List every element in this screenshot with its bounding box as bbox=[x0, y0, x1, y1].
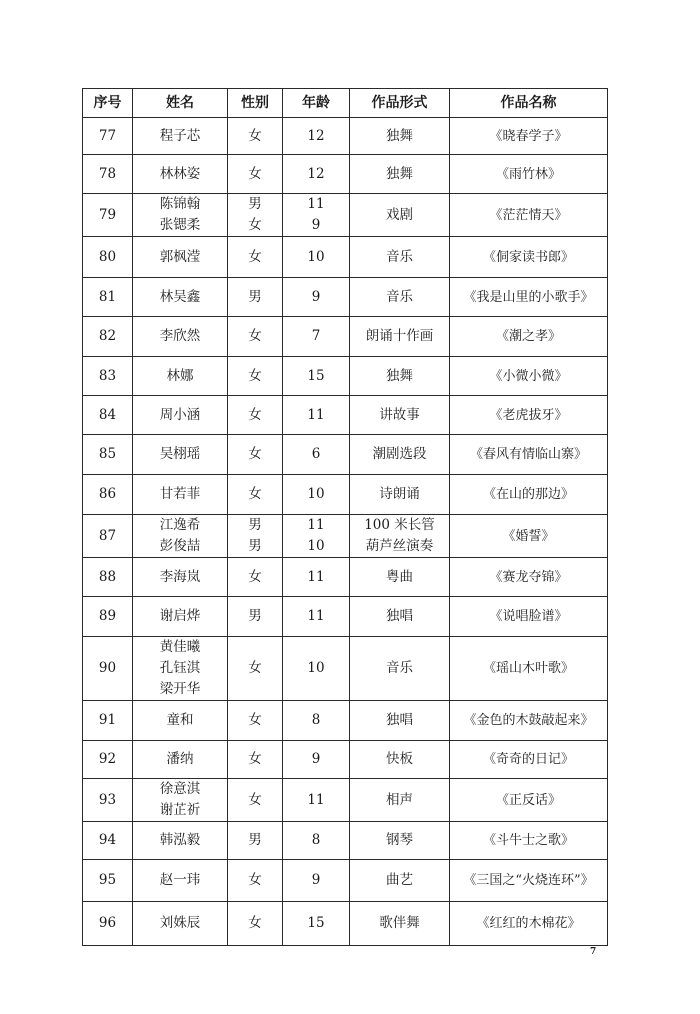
cell-title: 《赛龙夺锦》 bbox=[450, 558, 608, 597]
cell-no: 85 bbox=[83, 435, 133, 475]
name-line: 陈锦翰 bbox=[159, 196, 201, 212]
cell-age bbox=[283, 357, 350, 396]
cell-no: 81 bbox=[83, 278, 133, 317]
cell-name bbox=[133, 515, 228, 558]
age-line: 15 bbox=[307, 367, 325, 384]
age-line: 9 bbox=[311, 872, 321, 888]
cell-form bbox=[350, 558, 450, 597]
cell-title: 《春风有情临山寨》 bbox=[450, 435, 608, 475]
gender-line: 男 bbox=[248, 832, 262, 848]
cell-gender bbox=[228, 118, 283, 155]
cell-no: 78 bbox=[83, 155, 133, 194]
cell-form bbox=[350, 741, 450, 779]
table-row bbox=[83, 396, 608, 435]
gender-line: 女 bbox=[248, 127, 262, 144]
gender-line: 女 bbox=[248, 568, 262, 585]
gender-line: 男 bbox=[248, 196, 262, 212]
cell-no: 91 bbox=[83, 701, 133, 741]
cell-gender bbox=[228, 396, 283, 435]
gender-line: 女 bbox=[248, 165, 262, 182]
cell-title: 《说唱脸谱》 bbox=[450, 597, 608, 637]
form-line: 讲故事 bbox=[379, 406, 420, 423]
table-row bbox=[83, 741, 608, 779]
name-line: 韩泓毅 bbox=[159, 832, 201, 848]
form-line: 曲艺 bbox=[386, 872, 413, 888]
age-line: 8 bbox=[311, 712, 321, 728]
name-line: 梁开华 bbox=[159, 681, 201, 697]
form-line: 相声 bbox=[386, 791, 413, 808]
cell-name bbox=[133, 902, 228, 946]
cell-form bbox=[350, 155, 450, 194]
cell-no: 80 bbox=[83, 237, 133, 278]
name-line: 刘姝辰 bbox=[159, 915, 201, 931]
cell-name bbox=[133, 597, 228, 637]
table-row bbox=[83, 155, 608, 194]
header-no: 序号 bbox=[83, 89, 133, 118]
cell-name bbox=[133, 701, 228, 741]
form-line: 潮剧选段 bbox=[372, 446, 427, 462]
name-line: 孔钰淇 bbox=[159, 660, 201, 676]
form-line: 朗诵十作画 bbox=[365, 328, 434, 344]
name-line: 林林姿 bbox=[159, 165, 201, 182]
cell-title: 《我是山里的小歌手》 bbox=[450, 278, 608, 317]
cell-form bbox=[350, 237, 450, 278]
gender-line: 女 bbox=[248, 712, 262, 728]
form-line: 粤曲 bbox=[386, 568, 413, 585]
cell-name bbox=[133, 237, 228, 278]
cell-title: 《婚誓》 bbox=[450, 515, 608, 558]
cell-form bbox=[350, 701, 450, 741]
form-line: 独舞 bbox=[386, 127, 413, 144]
page-number: 7 bbox=[590, 947, 597, 957]
cell-age bbox=[283, 118, 350, 155]
form-line: 音乐 bbox=[386, 660, 413, 676]
cell-no: 90 bbox=[83, 637, 133, 701]
name-line: 彭俊喆 bbox=[159, 538, 201, 554]
cell-title: 《奇奇的日记》 bbox=[450, 741, 608, 779]
header-title: 作品名称 bbox=[450, 89, 608, 118]
name-line: 郭枫滢 bbox=[159, 248, 201, 265]
name-line: 周小涵 bbox=[159, 406, 201, 423]
age-line: 11 bbox=[307, 196, 325, 212]
age-line: 8 bbox=[311, 832, 321, 848]
gender-line: 女 bbox=[248, 367, 262, 384]
age-line: 10 bbox=[307, 248, 325, 265]
cell-form bbox=[350, 194, 450, 237]
name-line: 谢芷祈 bbox=[159, 802, 201, 818]
table-row bbox=[83, 278, 608, 317]
cell-gender bbox=[228, 317, 283, 357]
form-line: 独唱 bbox=[386, 712, 413, 728]
cell-gender bbox=[228, 278, 283, 317]
gender-line: 男 bbox=[248, 288, 262, 305]
name-line: 赵一玮 bbox=[159, 872, 201, 888]
cell-name bbox=[133, 860, 228, 902]
cell-title: 《三国之“火烧连环”》 bbox=[450, 860, 608, 902]
age-line: 9 bbox=[311, 288, 321, 305]
gender-line: 女 bbox=[248, 217, 262, 233]
cell-age bbox=[283, 194, 350, 237]
cell-name bbox=[133, 637, 228, 701]
age-line: 15 bbox=[307, 915, 325, 931]
cell-name bbox=[133, 741, 228, 779]
cell-gender bbox=[228, 701, 283, 741]
name-line: 童和 bbox=[166, 712, 194, 728]
age-line: 10 bbox=[307, 538, 325, 554]
cell-name bbox=[133, 435, 228, 475]
form-line: 音乐 bbox=[386, 288, 413, 305]
cell-title: 《金色的木鼓敲起来》 bbox=[450, 701, 608, 741]
form-line: 葫芦丝演奏 bbox=[365, 538, 434, 554]
table-row bbox=[83, 597, 608, 637]
cell-age bbox=[283, 902, 350, 946]
cell-name bbox=[133, 194, 228, 237]
cell-name bbox=[133, 822, 228, 860]
table-row bbox=[83, 357, 608, 396]
cell-title: 《正反话》 bbox=[450, 779, 608, 822]
cell-age bbox=[283, 237, 350, 278]
table-row bbox=[83, 515, 608, 558]
cell-gender bbox=[228, 902, 283, 946]
cell-no: 77 bbox=[83, 118, 133, 155]
cell-age bbox=[283, 515, 350, 558]
cell-no: 87 bbox=[83, 515, 133, 558]
cell-gender bbox=[228, 860, 283, 902]
table-row bbox=[83, 194, 608, 237]
cell-name bbox=[133, 278, 228, 317]
cell-title: 《雨竹林》 bbox=[450, 155, 608, 194]
cell-no: 96 bbox=[83, 902, 133, 946]
cell-gender bbox=[228, 475, 283, 515]
cell-title: 《茫茫情天》 bbox=[450, 194, 608, 237]
table-row bbox=[83, 118, 608, 155]
cell-gender bbox=[228, 515, 283, 558]
cell-name bbox=[133, 118, 228, 155]
cell-gender bbox=[228, 237, 283, 278]
age-line: 11 bbox=[307, 568, 325, 585]
cell-age bbox=[283, 779, 350, 822]
header-gender: 性别 bbox=[228, 89, 283, 118]
cell-age bbox=[283, 155, 350, 194]
age-line: 11 bbox=[307, 517, 325, 533]
cell-form bbox=[350, 637, 450, 701]
age-line: 6 bbox=[311, 446, 321, 462]
cell-form bbox=[350, 860, 450, 902]
name-line: 潘纳 bbox=[166, 751, 194, 767]
cell-gender bbox=[228, 741, 283, 779]
name-line: 程子芯 bbox=[159, 127, 201, 144]
age-line: 7 bbox=[311, 328, 321, 344]
gender-line: 男 bbox=[248, 538, 262, 554]
cell-form bbox=[350, 357, 450, 396]
cell-name bbox=[133, 558, 228, 597]
gender-line: 男 bbox=[248, 517, 262, 533]
cell-form bbox=[350, 317, 450, 357]
cell-name bbox=[133, 396, 228, 435]
name-line: 江逸希 bbox=[159, 517, 201, 533]
cell-form bbox=[350, 779, 450, 822]
form-line: 独唱 bbox=[386, 608, 413, 624]
cell-age bbox=[283, 637, 350, 701]
name-line: 黄佳曦 bbox=[159, 639, 201, 655]
gender-line: 女 bbox=[248, 328, 262, 344]
cell-title: 《红红的木棉花》 bbox=[450, 902, 608, 946]
name-line: 吴栩瑶 bbox=[159, 446, 201, 462]
cell-gender bbox=[228, 597, 283, 637]
cell-age bbox=[283, 860, 350, 902]
cell-gender bbox=[228, 155, 283, 194]
table-row bbox=[83, 779, 608, 822]
cell-title: 《斗牛士之歌》 bbox=[450, 822, 608, 860]
table-row bbox=[83, 435, 608, 475]
form-line: 快板 bbox=[386, 751, 413, 767]
cell-form bbox=[350, 597, 450, 637]
cell-gender bbox=[228, 779, 283, 822]
name-line: 谢启烨 bbox=[159, 608, 201, 624]
cell-form bbox=[350, 515, 450, 558]
name-line: 林吴鑫 bbox=[159, 288, 201, 305]
cell-age bbox=[283, 435, 350, 475]
age-line: 11 bbox=[307, 791, 325, 808]
cell-age bbox=[283, 558, 350, 597]
name-line: 甘若菲 bbox=[159, 486, 201, 502]
form-line: 100 米长管 bbox=[364, 517, 435, 533]
cell-no: 82 bbox=[83, 317, 133, 357]
participants-table bbox=[82, 88, 608, 946]
table-row bbox=[83, 701, 608, 741]
form-line: 钢琴 bbox=[386, 832, 413, 848]
form-line: 戏剧 bbox=[386, 206, 413, 223]
cell-gender bbox=[228, 435, 283, 475]
gender-line: 女 bbox=[248, 915, 262, 931]
form-line: 诗朗诵 bbox=[379, 486, 420, 502]
form-line: 独舞 bbox=[386, 367, 413, 384]
table-row bbox=[83, 637, 608, 701]
name-line: 张锶柔 bbox=[159, 217, 201, 233]
header-form: 作品形式 bbox=[350, 89, 450, 118]
name-line: 李海岚 bbox=[159, 568, 201, 585]
age-line: 12 bbox=[307, 127, 325, 144]
cell-title: 《小微小微》 bbox=[450, 357, 608, 396]
cell-no: 79 bbox=[83, 194, 133, 237]
cell-form bbox=[350, 475, 450, 515]
table-row bbox=[83, 558, 608, 597]
age-line: 10 bbox=[307, 486, 325, 502]
age-line: 9 bbox=[311, 751, 321, 767]
cell-name bbox=[133, 357, 228, 396]
cell-age bbox=[283, 701, 350, 741]
name-line: 李欣然 bbox=[159, 328, 201, 344]
gender-line: 女 bbox=[248, 406, 262, 423]
cell-name bbox=[133, 155, 228, 194]
cell-no: 84 bbox=[83, 396, 133, 435]
gender-line: 女 bbox=[248, 872, 262, 888]
cell-no: 92 bbox=[83, 741, 133, 779]
table-row bbox=[83, 860, 608, 902]
gender-line: 女 bbox=[248, 486, 262, 502]
name-line: 林娜 bbox=[166, 367, 194, 384]
cell-name bbox=[133, 317, 228, 357]
cell-age bbox=[283, 597, 350, 637]
cell-gender bbox=[228, 194, 283, 237]
cell-title: 《晓春学子》 bbox=[450, 118, 608, 155]
header-age: 年龄 bbox=[283, 89, 350, 118]
cell-no: 88 bbox=[83, 558, 133, 597]
table-row bbox=[83, 822, 608, 860]
form-line: 音乐 bbox=[386, 248, 413, 265]
cell-age bbox=[283, 822, 350, 860]
cell-no: 83 bbox=[83, 357, 133, 396]
cell-title: 《潮之孝》 bbox=[450, 317, 608, 357]
gender-line: 女 bbox=[248, 660, 262, 676]
cell-no: 95 bbox=[83, 860, 133, 902]
age-line: 9 bbox=[311, 217, 321, 233]
table-row bbox=[83, 475, 608, 515]
name-line: 徐意淇 bbox=[159, 781, 201, 797]
cell-title: 《老虎拔牙》 bbox=[450, 396, 608, 435]
cell-gender bbox=[228, 637, 283, 701]
cell-form bbox=[350, 902, 450, 946]
cell-no: 93 bbox=[83, 779, 133, 822]
gender-line: 女 bbox=[248, 248, 262, 265]
gender-line: 女 bbox=[248, 791, 262, 808]
cell-age bbox=[283, 278, 350, 317]
cell-name bbox=[133, 475, 228, 515]
table-header-row bbox=[83, 89, 608, 118]
cell-no: 86 bbox=[83, 475, 133, 515]
age-line: 12 bbox=[307, 165, 325, 182]
gender-line: 女 bbox=[248, 446, 262, 462]
gender-line: 女 bbox=[248, 751, 262, 767]
table-row bbox=[83, 902, 608, 946]
cell-title: 《侗家读书郎》 bbox=[450, 237, 608, 278]
age-line: 11 bbox=[307, 406, 325, 423]
cell-form bbox=[350, 118, 450, 155]
cell-gender bbox=[228, 558, 283, 597]
cell-form bbox=[350, 822, 450, 860]
table-row bbox=[83, 237, 608, 278]
cell-no: 89 bbox=[83, 597, 133, 637]
cell-form bbox=[350, 435, 450, 475]
cell-form bbox=[350, 278, 450, 317]
form-line: 歌伴舞 bbox=[379, 915, 420, 931]
cell-form bbox=[350, 396, 450, 435]
cell-age bbox=[283, 317, 350, 357]
cell-title: 《在山的那边》 bbox=[450, 475, 608, 515]
cell-gender bbox=[228, 822, 283, 860]
cell-age bbox=[283, 475, 350, 515]
age-line: 10 bbox=[307, 660, 325, 676]
cell-name bbox=[133, 779, 228, 822]
age-line: 11 bbox=[307, 608, 325, 624]
cell-gender bbox=[228, 357, 283, 396]
cell-no: 94 bbox=[83, 822, 133, 860]
table-row bbox=[83, 317, 608, 357]
cell-age bbox=[283, 741, 350, 779]
cell-age bbox=[283, 396, 350, 435]
gender-line: 男 bbox=[248, 608, 262, 624]
header-name: 姓名 bbox=[133, 89, 228, 118]
cell-title: 《瑶山木叶歌》 bbox=[450, 637, 608, 701]
form-line: 独舞 bbox=[386, 165, 413, 182]
